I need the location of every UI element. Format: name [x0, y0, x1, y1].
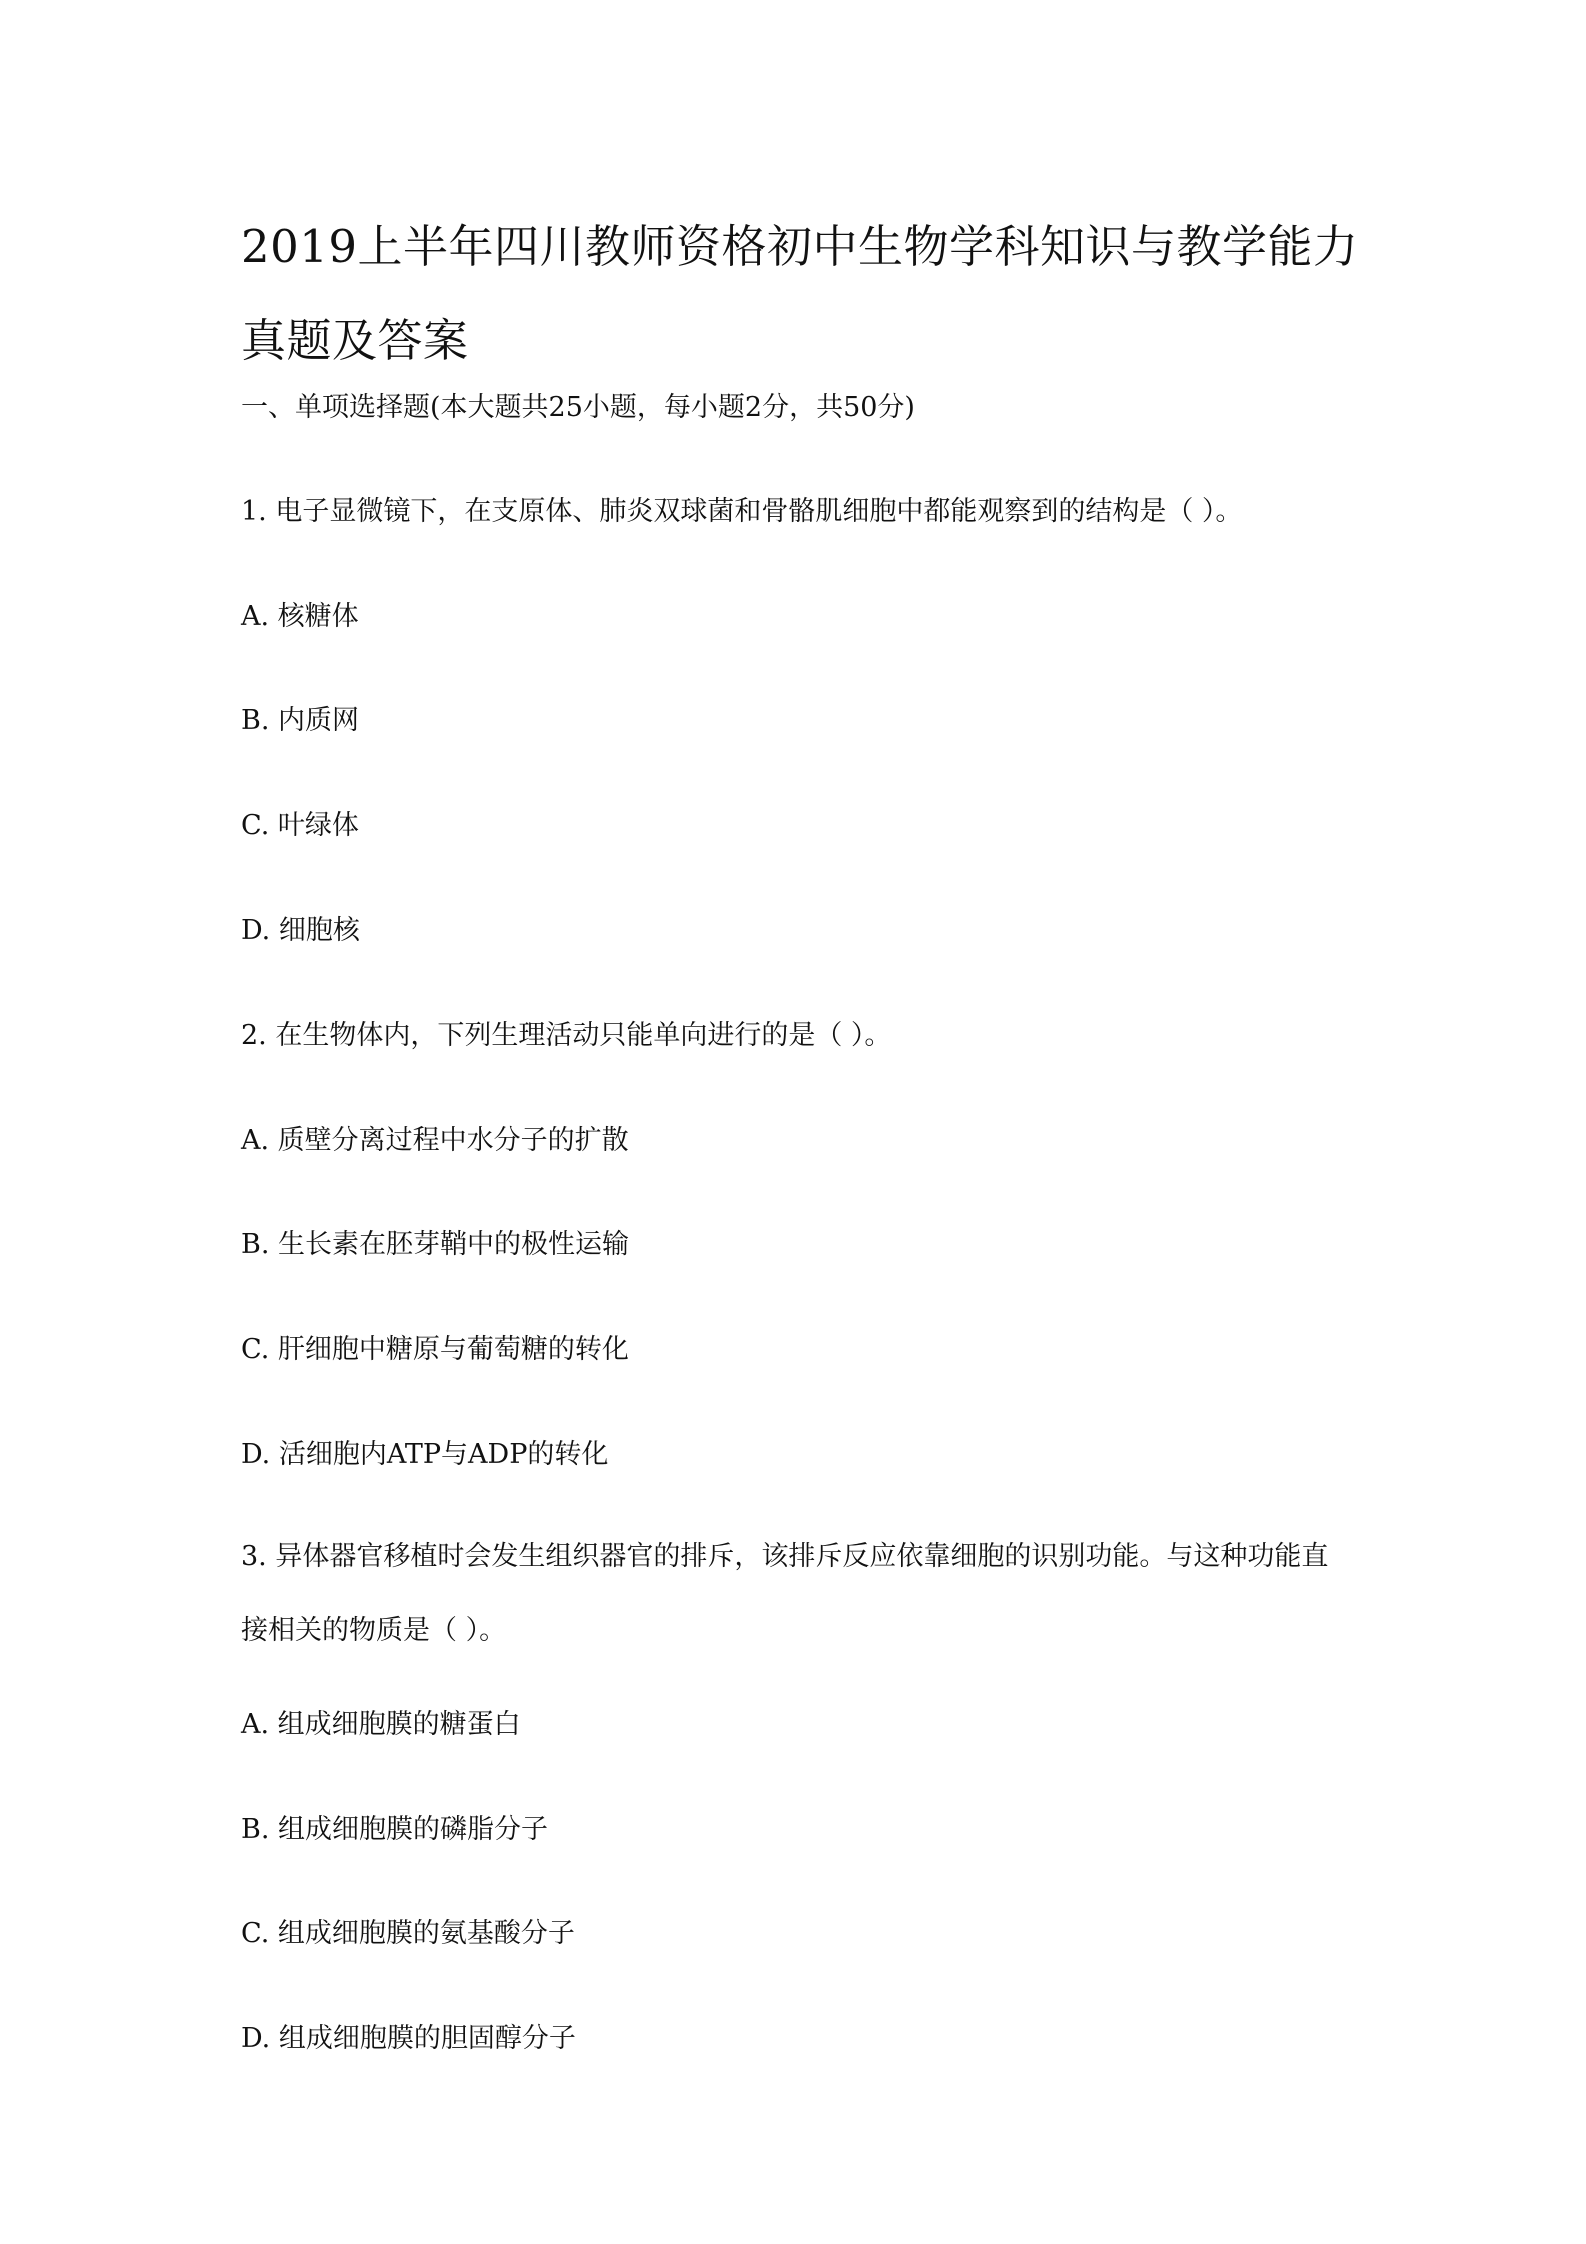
question-3-option-a: A. 组成细胞膜的糖蛋白 — [241, 1709, 521, 1740]
question-3-option-d: D. 组成细胞膜的胆固醇分子 — [241, 2023, 576, 2054]
question-2-option-d: D. 活细胞内ATP与ADP的转化 — [241, 1439, 609, 1470]
question-3-option-b: B. 组成细胞膜的磷脂分子 — [241, 1814, 549, 1845]
question-1-option-b: B. 内质网 — [241, 705, 360, 736]
question-2-option-c: C. 肝细胞中糖原与葡萄糖的转化 — [241, 1334, 629, 1365]
question-1-option-d: D. 细胞核 — [241, 915, 360, 946]
question-2-option-a: A. 质壁分离过程中水分子的扩散 — [241, 1125, 629, 1156]
question-3-option-c: C. 组成细胞膜的氨基酸分子 — [241, 1918, 575, 1949]
document-title: 2019上半年四川教师资格初中生物学科知识与教学能力真题及答案 — [241, 220, 1359, 367]
question-2-option-b: B. 生长素在胚芽鞘中的极性运输 — [241, 1229, 630, 1260]
question-1-stem: 1. 电子显微镜下，在支原体、肺炎双球菌和骨骼肌细胞中都能观察到的结构是（ ）。 — [241, 496, 1243, 527]
section-heading: 一、单项选择题(本大题共25小题，每小题2分，共50分) — [241, 392, 915, 423]
question-3-stem: 3. 异体器官移植时会发生组织器官的排斥，该排斥反应依靠细胞的识别功能。与这种功能直接相关的物质是（ ）。 — [241, 1541, 1329, 1646]
question-2-stem: 2. 在生物体内，下列生理活动只能单向进行的是（ ）。 — [241, 1020, 892, 1051]
question-1-option-a: A. 核糖体 — [241, 601, 359, 632]
question-1-option-c: C. 叶绿体 — [241, 810, 359, 841]
